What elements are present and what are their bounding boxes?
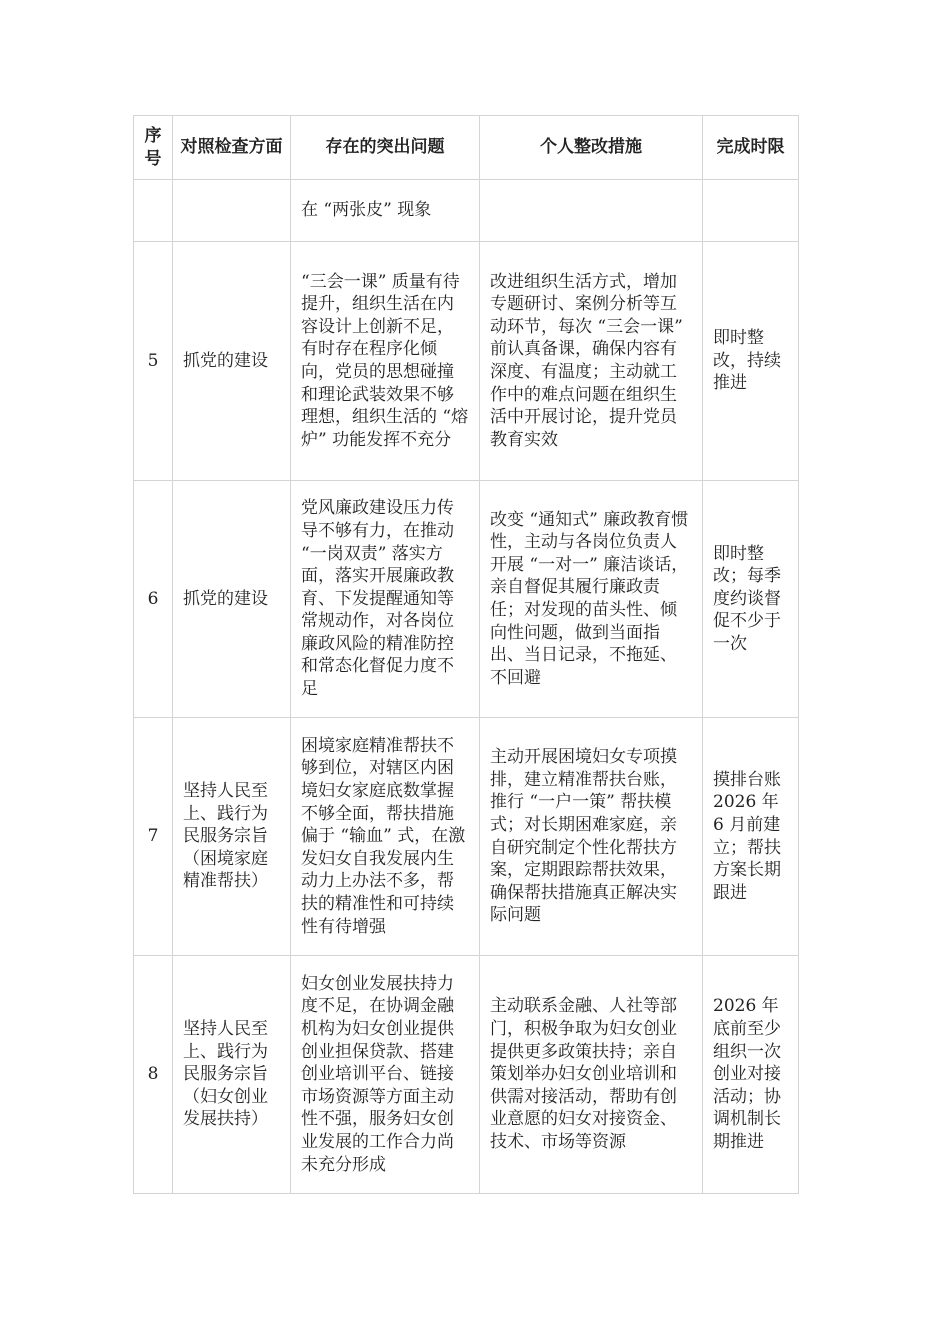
row-aspect: 坚持人民至上、践行为民服务宗旨（妇女创业发展扶持）	[173, 956, 291, 1194]
row-problem: 党风廉政建设压力传导不够有力，在推动 “一岗双责” 落实方面，落实开展廉政教育、下发提醒通知等常规动作，对各岗位廉政风险的精准防控和常态化督促力度不足	[291, 481, 480, 718]
row-no: 7	[134, 718, 173, 956]
header-measure: 个人整改措施	[480, 116, 703, 180]
table-header-row	[134, 116, 799, 180]
table-row	[134, 242, 799, 481]
row-aspect: 坚持人民至上、践行为民服务宗旨（困境家庭精准帮扶）	[173, 718, 291, 956]
row-no: 8	[134, 956, 173, 1194]
rectification-table	[133, 115, 799, 1194]
row-problem: 困境家庭精准帮扶不够到位，对辖区内困境妇女家庭底数掌握不够全面，帮扶措施偏于 “输血” 式，在激发妇女自我发展内生动力上办法不多，帮扶的精准性和可持续性有待增强	[291, 718, 480, 956]
table-row	[134, 956, 799, 1194]
row-measure: 改变 “通知式” 廉政教育惯性，主动与各岗位负责人开展 “一对一” 廉洁谈话，亲自督促其履行廉政责任；对发现的苗头性、倾向性问题，做到当面指出、当日记录，不拖延、不回避	[480, 481, 703, 718]
row-aspect: 抓党的建设	[173, 242, 291, 481]
table-row	[134, 481, 799, 718]
row-deadline: 2026 年底前至少组织一次创业对接活动；协调机制长期推进	[703, 956, 799, 1194]
row-no: 5	[134, 242, 173, 481]
row-measure: 主动联系金融、人社等部门，积极争取为妇女创业提供更多政策扶持；亲自策划举办妇女创业培训和供需对接活动，帮助有创业意愿的妇女对接资金、技术、市场等资源	[480, 956, 703, 1194]
row-deadline: 即时整改；每季度约谈督促不少于一次	[703, 481, 799, 718]
row-no	[134, 180, 173, 242]
header-deadline: 完成时限	[703, 116, 799, 180]
header-problem: 存在的突出问题	[291, 116, 480, 180]
row-problem: 在 “两张皮” 现象	[291, 180, 480, 242]
header-no: 序号	[134, 116, 173, 180]
row-measure: 主动开展困境妇女专项摸排，建立精准帮扶台账，推行 “一户一策” 帮扶模式；对长期困难家庭，亲自研究制定个性化帮扶方案，定期跟踪帮扶效果，确保帮扶措施真正解决实际问题	[480, 718, 703, 956]
row-aspect	[173, 180, 291, 242]
table-row	[134, 180, 799, 242]
row-no: 6	[134, 481, 173, 718]
row-measure: 改进组织生活方式，增加专题研讨、案例分析等互动环节，每次 “三会一课” 前认真备课，确保内容有深度、有温度；主动就工作中的难点问题在组织生活中开展讨论，提升党员教育实效	[480, 242, 703, 481]
row-measure	[480, 180, 703, 242]
row-problem: 妇女创业发展扶持力度不足，在协调金融机构为妇女创业提供创业担保贷款、搭建创业培训平台、链接市场资源等方面主动性不强，服务妇女创业发展的工作合力尚未充分形成	[291, 956, 480, 1194]
row-deadline: 即时整改，持续推进	[703, 242, 799, 481]
row-deadline: 摸排台账 2026 年 6 月前建立；帮扶方案长期跟进	[703, 718, 799, 956]
header-aspect: 对照检查方面	[173, 116, 291, 180]
row-aspect: 抓党的建设	[173, 481, 291, 718]
row-deadline	[703, 180, 799, 242]
row-problem: “三会一课” 质量有待提升，组织生活在内容设计上创新不足，有时存在程序化倾向，党员的思想碰撞和理论武装效果不够理想，组织生活的 “熔炉” 功能发挥不充分	[291, 242, 480, 481]
table-row	[134, 718, 799, 956]
